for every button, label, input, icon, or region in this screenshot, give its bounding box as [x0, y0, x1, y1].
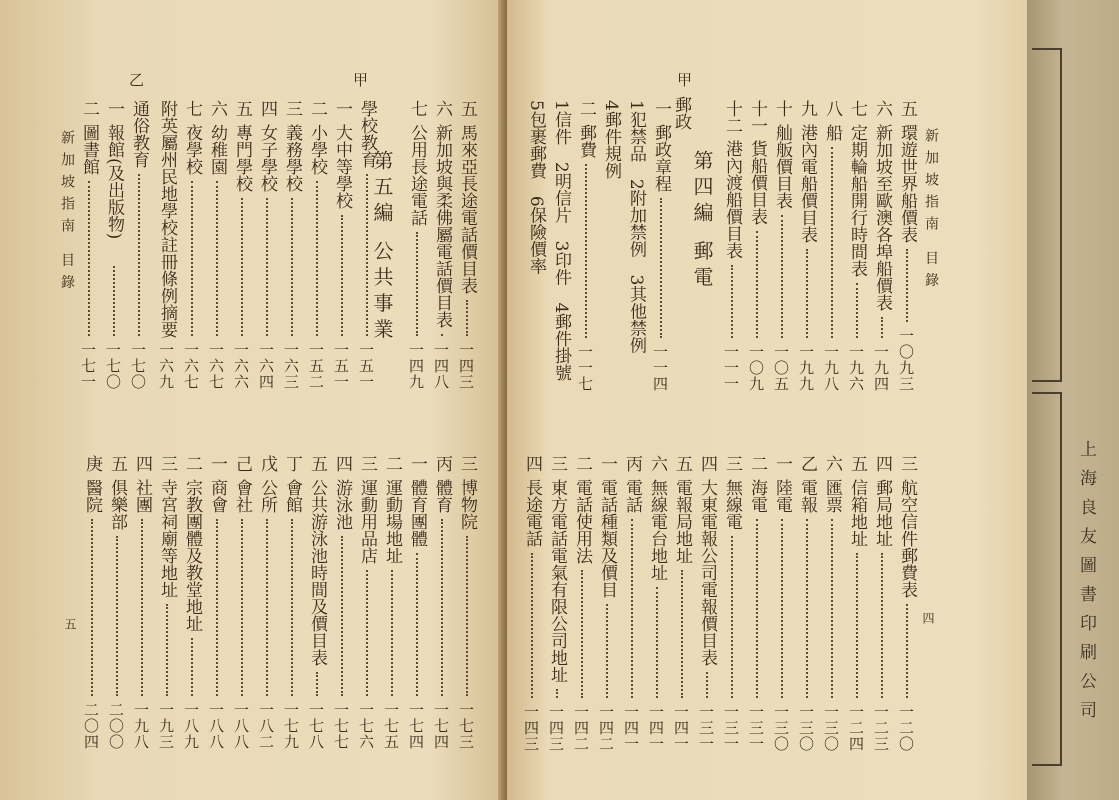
- toc-entry-number: 一: [104, 100, 124, 117]
- toc-entry-number: 三: [357, 455, 377, 472]
- toc-entry-title: 公所: [257, 479, 277, 513]
- toc-entry-page: 一四三: [547, 704, 565, 752]
- toc-entry-page: 一三〇: [772, 704, 790, 752]
- toc-entry-number: 一: [207, 455, 227, 472]
- toc-entry-number: 三: [897, 455, 917, 472]
- toc-entry-number: 四: [332, 455, 352, 472]
- toc-entry-title: 4郵件規例: [601, 100, 621, 179]
- toc-leader-dots: [831, 147, 833, 338]
- toc-entry-page: 一四八: [432, 342, 450, 390]
- toc-entry-title: 無線電: [722, 479, 742, 530]
- toc-entry-page: 一六三: [282, 342, 300, 390]
- toc-entry-number: 六: [432, 100, 452, 117]
- toc-entry-page: 一〇九: [747, 344, 765, 392]
- toc-entry-number: 七: [847, 100, 867, 117]
- toc-leader-dots: [781, 215, 783, 338]
- toc-leader-dots: [806, 519, 808, 698]
- toc-entry-title: 會社: [232, 479, 252, 513]
- toc-entry-page: 一一七: [576, 344, 594, 392]
- toc-entry-title: 1信件 2明信片 3印件 4郵件掛號: [551, 100, 571, 382]
- toc-entry-page: 一六九: [157, 342, 175, 390]
- right-page: [507, 0, 1027, 800]
- toc-entry-title: 港內渡船價目表: [722, 140, 742, 259]
- toc-entry-title: 海電: [747, 479, 767, 513]
- toc-entry-page: 一七三: [457, 702, 475, 750]
- left-page-folio: 五: [63, 618, 77, 630]
- toc-leader-dots: [216, 519, 218, 696]
- toc-entry-page: 一二四: [847, 704, 865, 752]
- toc-entry-number: 五: [232, 100, 252, 117]
- toc-entry-number: 二: [182, 455, 202, 472]
- toc-leader-dots: [138, 174, 140, 336]
- toc-entry-number: 庚: [82, 455, 102, 472]
- left-page-header: 新加坡指南 目錄: [59, 130, 75, 297]
- toc-entry-number: 二: [747, 455, 767, 472]
- toc-entry-number: 三: [457, 455, 477, 472]
- toc-entry-number: 四: [522, 455, 542, 472]
- toc-entry-title: 寺宮祠廟等地址: [157, 479, 177, 598]
- toc-entry-number: 一: [772, 455, 792, 472]
- toc-entry-title: 報館(及出版物): [104, 124, 124, 240]
- toc-entry-number: 三: [282, 100, 302, 117]
- toc-entry-title: 東方電話電氣有限公司地址: [547, 479, 567, 683]
- toc-entry-page: 一八九: [182, 702, 200, 750]
- toc-entry-page: 一三〇: [822, 704, 840, 752]
- toc-leader-dots: [731, 265, 733, 338]
- toc-entry-number: 十: [772, 100, 792, 117]
- toc-entry-page: 一七六: [357, 702, 375, 750]
- toc-entry-title: 會館: [282, 479, 302, 513]
- toc-leader-dots: [585, 164, 587, 338]
- toc-entry-title: 醫院: [82, 479, 102, 513]
- toc-entry-number: 一: [651, 100, 671, 117]
- toc-entry-title: 學校教育: [357, 100, 377, 168]
- toc-entry-page: 一七九: [282, 702, 300, 750]
- toc-entry-title: 宗教團體及教堂地址: [182, 479, 202, 632]
- left-section-jia: 甲: [351, 72, 369, 87]
- toc-entry-page: 一四二: [597, 704, 615, 752]
- toc-leader-dots: [781, 519, 783, 698]
- toc-leader-dots: [316, 181, 318, 336]
- toc-leader-dots: [441, 334, 443, 336]
- toc-entry-title: 運動場地址: [382, 479, 402, 564]
- toc-leader-dots: [656, 587, 658, 698]
- toc-entry-title: 新加坡至歐澳各埠船價表: [872, 124, 892, 311]
- toc-entry-number: 五: [457, 100, 477, 117]
- toc-leader-dots: [291, 519, 293, 696]
- toc-entry-page: 一二三: [872, 704, 890, 752]
- toc-entry-title: 信箱地址: [847, 479, 867, 547]
- toc-entry-number: 四: [132, 455, 152, 472]
- toc-leader-dots: [906, 604, 908, 698]
- toc-entry-title: 附英屬州民地學校註冊條例摘要: [157, 100, 177, 338]
- toc-entry-title: 電話: [622, 479, 642, 513]
- toc-entry-title: 5包裹郵費 6保險價率: [526, 100, 546, 275]
- toc-entry-title: 貨船價目表: [747, 140, 767, 225]
- toc-entry-page: 一三〇: [797, 704, 815, 752]
- toc-leader-dots: [241, 519, 243, 696]
- toc-entry-page: 一九四: [872, 344, 890, 392]
- toc-entry-title: 郵局地址: [872, 479, 892, 547]
- toc-leader-dots: [756, 519, 758, 698]
- toc-entry-page: 一八二: [257, 702, 275, 750]
- toc-entry-title: 港內電船價目表: [797, 124, 817, 243]
- right-page-header: 新加坡指南 目錄: [923, 128, 939, 295]
- toc-entry-number: 己: [232, 455, 252, 472]
- toc-entry-number: 丙: [432, 455, 452, 472]
- toc-entry-page: 一六七: [182, 342, 200, 390]
- toc-entry-number: 五: [107, 455, 127, 472]
- toc-entry-page: 一六四: [257, 342, 275, 390]
- right-page-folio: 四: [921, 612, 935, 624]
- toc-entry-number: 十二: [722, 100, 742, 134]
- toc-entry-number: 三: [722, 455, 742, 472]
- toc-entry-title: 夜學校: [182, 124, 202, 175]
- toc-entry-number: 戊: [257, 455, 277, 472]
- toc-entry-number: 五: [307, 455, 327, 472]
- publisher-name: 上海良友圖書印刷公司: [1076, 440, 1096, 730]
- toc-entry-number: 二: [307, 100, 327, 117]
- toc-entry-page: 二〇〇: [107, 702, 125, 750]
- toc-entry-title: 航空信件郵費表: [897, 479, 917, 598]
- toc-entry-page: 一七四: [432, 702, 450, 750]
- toc-entry-number: 二: [576, 100, 596, 117]
- left-part-title: 第五編 公共事業: [370, 150, 394, 345]
- toc-entry-title: 陸電: [772, 479, 792, 513]
- toc-leader-dots: [881, 317, 883, 338]
- toc-entry-number: 八: [822, 100, 842, 117]
- toc-leader-dots: [316, 672, 318, 696]
- toc-entry-title: 無線電台地址: [647, 479, 667, 581]
- toc-entry-page: 一〇五: [772, 344, 790, 392]
- toc-entry-title: 電話使用法: [572, 479, 592, 564]
- toc-leader-dots: [416, 553, 418, 696]
- toc-entry-title: 大中等學校: [332, 124, 352, 209]
- toc-leader-dots: [366, 174, 368, 336]
- toc-leader-dots: [166, 604, 168, 696]
- toc-entry-number: 四: [872, 455, 892, 472]
- toc-leader-dots: [191, 638, 193, 696]
- toc-entry-number: 丁: [282, 455, 302, 472]
- toc-entry-number: 二: [572, 455, 592, 472]
- left-page: [0, 0, 505, 800]
- toc-entry-title: 博物院: [457, 479, 477, 530]
- toc-entry-page: 一九三: [157, 702, 175, 750]
- toc-entry-title: 游泳池: [332, 479, 352, 530]
- toc-entry-page: 一三一: [722, 704, 740, 752]
- toc-entry-title: 電話種類及價目: [597, 479, 617, 598]
- toc-entry-title: 舢舨價目表: [772, 124, 792, 209]
- toc-entry-title: 商會: [207, 479, 227, 513]
- toc-leader-dots: [856, 553, 858, 698]
- toc-leader-dots: [466, 300, 468, 336]
- toc-entry-page: 一五一: [357, 342, 375, 390]
- left-section-yi: 乙: [127, 72, 145, 87]
- toc-entry-title: 公用長途電話: [407, 124, 427, 226]
- toc-leader-dots: [116, 536, 118, 696]
- toc-entry-page: 一八八: [207, 702, 225, 750]
- toc-entry-page: 一九九: [797, 344, 815, 392]
- toc-entry-page: 一〇九三: [897, 328, 915, 392]
- toc-entry-page: 一九六: [847, 344, 865, 392]
- toc-entry-number: 五: [672, 455, 692, 472]
- toc-entry-number: 五: [897, 100, 917, 117]
- toc-leader-dots: [806, 249, 808, 338]
- toc-entry-page: 一一一: [722, 344, 740, 392]
- toc-entry-number: 三: [547, 455, 567, 472]
- toc-leader-dots: [416, 232, 418, 336]
- toc-leader-dots: [266, 198, 268, 336]
- toc-leader-dots: [266, 519, 268, 696]
- toc-entry-title: 電報: [797, 479, 817, 513]
- toc-entry-page: 一一四: [651, 344, 669, 392]
- toc-entry-title: 通俗教育: [129, 100, 149, 168]
- toc-entry-page: 一六六: [232, 342, 250, 390]
- toc-leader-dots: [466, 536, 468, 696]
- toc-entry-title: 定期輪船開行時間表: [847, 124, 867, 277]
- toc-entry-title: 長途電話: [522, 479, 542, 547]
- toc-entry-number: 二: [382, 455, 402, 472]
- toc-leader-dots: [241, 198, 243, 336]
- toc-entry-title: 女子學校: [257, 124, 277, 192]
- toc-leader-dots: [291, 198, 293, 336]
- toc-entry-page: 一四三: [457, 342, 475, 390]
- toc-leader-dots: [756, 231, 758, 338]
- toc-entry-number: 四: [257, 100, 277, 117]
- toc-leader-dots: [906, 249, 908, 322]
- toc-entry-title: 電報局地址: [672, 479, 692, 564]
- toc-leader-dots: [581, 570, 583, 698]
- toc-entry-title: 圖書館: [79, 124, 99, 175]
- toc-entry-number: 三: [157, 455, 177, 472]
- toc-entry-number: 二: [79, 100, 99, 117]
- toc-leader-dots: [391, 570, 393, 696]
- toc-entry-page: 一七八: [307, 702, 325, 750]
- toc-entry-title: 匯票: [822, 479, 842, 513]
- toc-leader-dots: [881, 553, 883, 698]
- toc-entry-number: 六: [872, 100, 892, 117]
- toc-leader-dots: [731, 536, 733, 698]
- toc-leader-dots: [441, 519, 443, 696]
- toc-entry-page: 一九八: [822, 344, 840, 392]
- toc-leader-dots: [556, 689, 558, 698]
- strip-frame-top: [1032, 48, 1062, 382]
- toc-entry-page: 一四二: [572, 704, 590, 752]
- toc-entry-title: 郵政章程: [651, 124, 671, 192]
- toc-entry-number: 四: [697, 455, 717, 472]
- toc-entry-number: 丙: [622, 455, 642, 472]
- toc-entry-page: 一三一: [697, 704, 715, 752]
- toc-leader-dots: [681, 570, 683, 698]
- toc-entry-number: 一: [332, 100, 352, 117]
- right-section-jia: 甲: [675, 72, 693, 87]
- toc-leader-dots: [660, 198, 662, 338]
- toc-entry-page: 一七〇: [104, 342, 122, 390]
- toc-entry-number: 一: [597, 455, 617, 472]
- toc-leader-dots: [341, 215, 343, 336]
- toc-entry-title: 幼稚園: [207, 124, 227, 175]
- toc-entry-title: 義務學校: [282, 124, 302, 192]
- toc-entry-title: 環遊世界船價表: [897, 124, 917, 243]
- toc-entry-title: 馬來亞長途電話價目表: [457, 124, 477, 294]
- right-part-title: 第四編 郵電: [690, 150, 714, 293]
- strip-frame-bottom: [1032, 392, 1062, 766]
- toc-entry-title: 體育: [432, 479, 452, 513]
- toc-entry-title: 1犯禁品 2附加禁例 3其他禁例: [626, 100, 646, 354]
- toc-leader-dots: [216, 181, 218, 336]
- toc-entry-page: 一四一: [647, 704, 665, 752]
- toc-entry-title: 大東電報公司電報價目表: [697, 479, 717, 666]
- toc-entry-title: 新加坡與柔佛屬電話價目表: [432, 124, 452, 328]
- toc-entry-number: 七: [407, 100, 427, 117]
- toc-leader-dots: [856, 283, 858, 338]
- toc-entry-number: 乙: [797, 455, 817, 472]
- toc-entry-number: 六: [207, 100, 227, 117]
- toc-entry-page: 一四一: [672, 704, 690, 752]
- toc-entry-number: 七: [182, 100, 202, 117]
- toc-entry-number: 九: [797, 100, 817, 117]
- toc-entry-page: 二〇四: [82, 702, 100, 750]
- toc-entry-number: 六: [822, 455, 842, 472]
- toc-entry-page: 一四九: [407, 342, 425, 390]
- toc-entry-page: 一七五: [382, 702, 400, 750]
- toc-leader-dots: [631, 519, 633, 698]
- toc-entry-page: 一六七: [207, 342, 225, 390]
- toc-leader-dots: [113, 266, 115, 336]
- toc-entry-title: 小學校: [307, 124, 327, 175]
- toc-leader-dots: [88, 181, 90, 336]
- toc-entry-page: 一七一: [79, 342, 97, 390]
- toc-leader-dots: [191, 181, 193, 336]
- toc-entry-title: 社團: [132, 479, 152, 513]
- toc-leader-dots: [831, 519, 833, 698]
- toc-leader-dots: [341, 536, 343, 696]
- toc-entry-number: 一: [407, 455, 427, 472]
- toc-entry-title: 運動用品店: [357, 479, 377, 564]
- toc-entry-title: 郵費: [576, 124, 596, 158]
- toc-leader-dots: [706, 672, 708, 698]
- toc-entry-page: 一三一: [747, 704, 765, 752]
- toc-leader-dots: [91, 519, 93, 696]
- toc-entry-page: 一五二: [307, 342, 325, 390]
- toc-entry-page: 一九八: [132, 702, 150, 750]
- toc-entry-title: 體育團體: [407, 479, 427, 547]
- toc-entry-title: 船: [822, 124, 842, 141]
- toc-entry-number: 六: [647, 455, 667, 472]
- toc-entry-title: 專門學校: [232, 124, 252, 192]
- toc-entry-page: 一五一: [332, 342, 350, 390]
- toc-leader-dots: [531, 553, 533, 698]
- toc-entry-title: 俱樂部: [107, 479, 127, 530]
- toc-entry-title: 公共游泳池時間及價目表: [307, 479, 327, 666]
- right-section-jia-title: 郵政: [671, 96, 691, 130]
- toc-leader-dots: [141, 519, 143, 696]
- toc-entry-page: 一七七: [332, 702, 350, 750]
- toc-entry-page: 一七四: [407, 702, 425, 750]
- toc-entry-page: 一四一: [622, 704, 640, 752]
- toc-leader-dots: [366, 570, 368, 696]
- toc-entry-page: 一二〇: [897, 704, 915, 752]
- toc-leader-dots: [606, 604, 608, 698]
- toc-entry-number: 五: [847, 455, 867, 472]
- toc-entry-number: 十一: [747, 100, 767, 134]
- toc-entry-page: 一四三: [522, 704, 540, 752]
- toc-entry-page: 一七〇: [129, 342, 147, 390]
- toc-entry-page: 一八八: [232, 702, 250, 750]
